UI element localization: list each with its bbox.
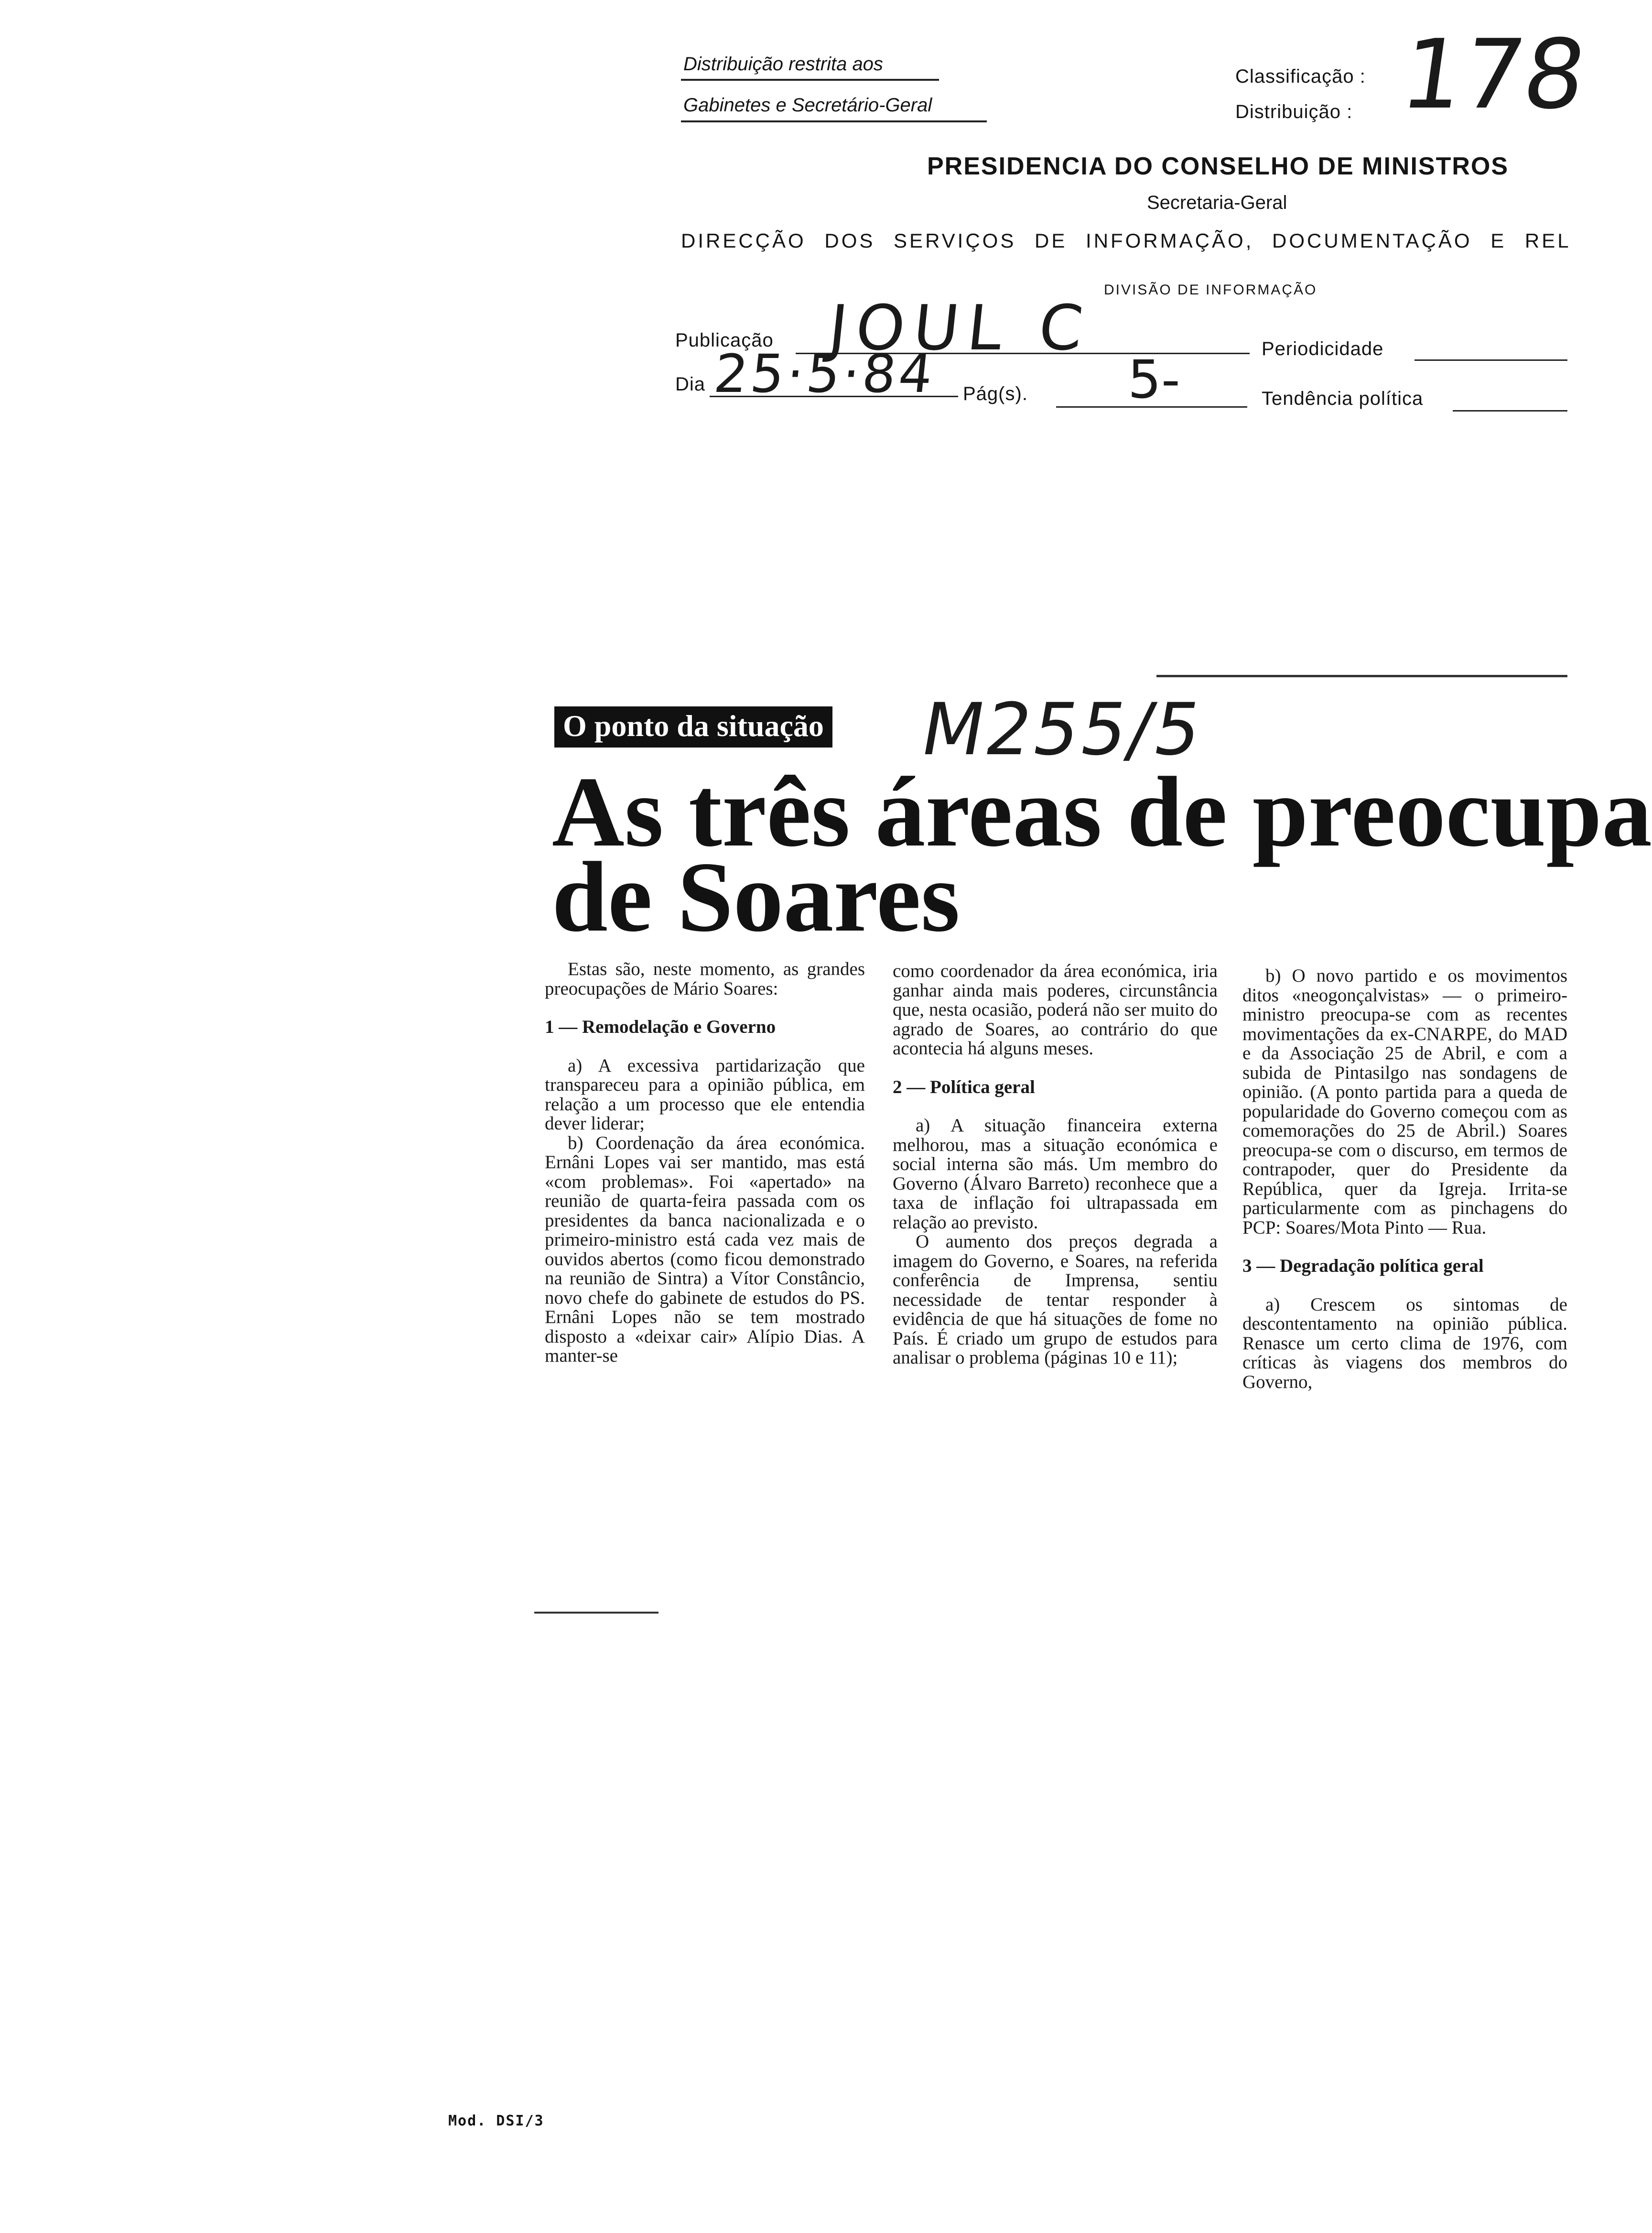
restricted-distribution-line1: Distribuição restrita aos bbox=[683, 54, 883, 75]
political-tendency-label: Tendência política bbox=[1262, 388, 1424, 409]
section-heading-1: 1 — Remodelação e Governo bbox=[545, 1017, 776, 1037]
periodicity-underline bbox=[1414, 359, 1567, 361]
section-tag: O ponto da situação bbox=[554, 706, 832, 748]
col2-paragraph-b: O aumento dos preços degrada a imagem do Governo, e Soares, na referida conferência de Imprensa, sentiu necessidade de tentar responder à evidência de que há situações de fome no País. É criado um grupo de estudos para analisar o problema (páginas 10 e 11); bbox=[893, 1231, 1218, 1368]
handwritten-reference: M255/5 bbox=[915, 688, 1210, 771]
pages-label: Pág(s). bbox=[963, 383, 1028, 404]
col3-paragraph-a: a) Crescem os sintomas de descontentamento na opinião pública. Renasce um certo clima de 1976, com críticas às viagens dos membros do Governo, bbox=[1242, 1294, 1567, 1392]
division-title: DIVISÃO DE INFORMAÇÃO bbox=[1104, 282, 1317, 298]
column-1-bottom-rule bbox=[534, 1612, 659, 1614]
pages-handwritten: 5- bbox=[1128, 349, 1180, 410]
article-column-1 bbox=[545, 960, 865, 1366]
direction-title: DIRECÇÃO DOS SERVIÇOS DE INFORMAÇÃO, DOCUMENTAÇÃO E REL bbox=[681, 229, 1571, 252]
distribution-label: Distribuição : bbox=[1235, 101, 1353, 122]
section-heading-3: 3 — Degradação política geral bbox=[1242, 1256, 1484, 1276]
article-column-3 bbox=[1242, 966, 1567, 1392]
col1-intro: Estas são, neste momento, as grandes preocupações de Mário Soares: bbox=[545, 959, 865, 999]
classification-label: Classificação : bbox=[1235, 66, 1366, 87]
political-tendency-underline bbox=[1453, 410, 1567, 412]
org-title: PRESIDENCIA DO CONSELHO DE MINISTROS bbox=[927, 152, 1509, 180]
section-heading-2: 2 — Política geral bbox=[893, 1076, 1035, 1097]
col1-paragraph-b: b) Coordenação da área económica. Ernâni Lopes vai ser mantido, mas está «com problemas». Foi «apertado» na reunião de quarta-feira passada com os presidentes da banca nacionalizada e o primeiro-ministro está cada vez mais de ouvidos abertos (como ficou demonstrado na reunião de Sintra) a Vítor Constâncio, novo chefe do gabinete de estudos do PS. Ernâni Lopes não se tem mostrado disposto a «deixar cair» Alípio Dias. A manter-se bbox=[545, 1132, 865, 1366]
article-column-2 bbox=[893, 962, 1218, 1368]
headline-line-1: As três áreas de preocupa bbox=[552, 757, 1652, 867]
secretariat: Secretaria-Geral bbox=[1147, 192, 1287, 213]
col2-continuation: como coordenador da área económica, iria ganhar ainda mais poderes, circunstância que, nesta ocasião, poderá não ser muito do agrado de Soares, ao contrário do que acontecia há alguns meses. bbox=[893, 961, 1218, 1059]
handwritten-document-number: 178 bbox=[1394, 19, 1593, 130]
publication-handwritten: JOUL C bbox=[825, 292, 1095, 364]
col3-paragraph-b: b) O novo partido e os movimentos ditos «neogonçalvistas» — o primeiro-ministro preocupa-se com as recentes movimentações da ex-CNARPE, do MAD e da Associação 25 de Abril, e com a subida de Pintasilgo nas sondagens de opinião. (A ponto partida para a queda de popularidade do Governo começou com as comemorações do 25 de Abril.) Soares preocupa-se com o discurso, em termos de contrapoder, quer do Presidente da República, quer da Igreja. Irrita-se particularmente com as pinchagens do PCP: Soares/Mota Pinto — Rua. bbox=[1242, 965, 1567, 1238]
form-code: Mod. DSI/3 bbox=[448, 2113, 544, 2129]
day-handwritten: 25·5·84 bbox=[711, 343, 939, 404]
col2-paragraph-a: a) A situação financeira externa melhorou, mas a situação económica e social interna são más. Um membro do Governo (Álvaro Barreto) reconhece que a taxa de inflação foi ultrapassada em relação ao previsto. bbox=[893, 1115, 1218, 1233]
article-top-rule bbox=[1156, 675, 1567, 677]
restricted-distribution-line2: Gabinetes e Secretário-Geral bbox=[683, 95, 932, 116]
underline-restricted-2 bbox=[681, 120, 987, 122]
headline-line-2: de Soares bbox=[552, 842, 960, 953]
underline-restricted-1 bbox=[681, 79, 939, 81]
day-label: Dia bbox=[675, 374, 706, 395]
col1-paragraph-a: a) A excessiva partidarização que transpareceu para a opinião pública, em relação a um processo que ele entendia dever liderar; bbox=[545, 1055, 865, 1134]
publication-label: Publicação bbox=[675, 330, 774, 351]
periodicity-label: Periodicidade bbox=[1262, 338, 1384, 359]
